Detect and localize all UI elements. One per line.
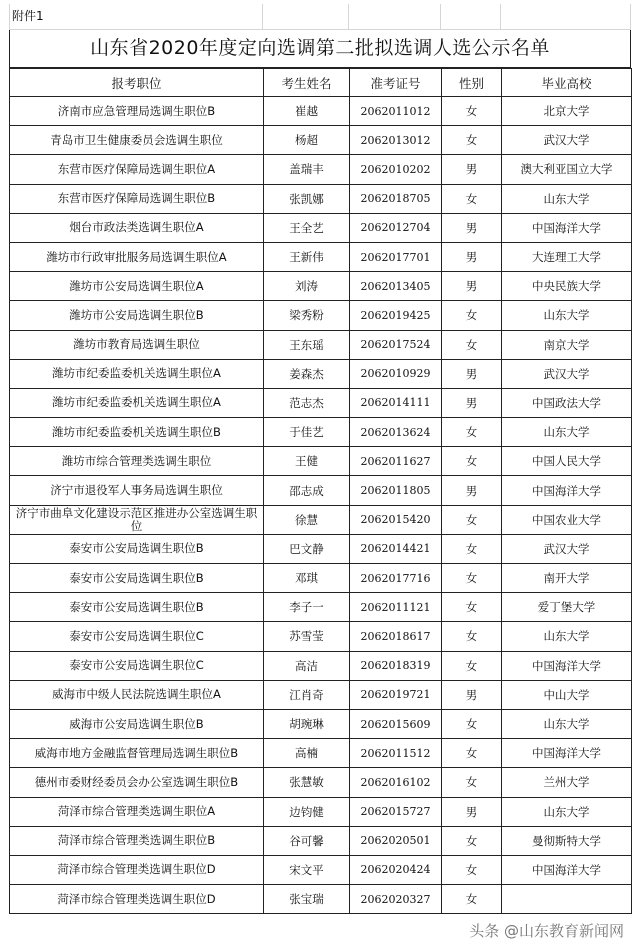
cell-gender[interactable]: 女 xyxy=(442,301,502,330)
cell-gender[interactable]: 男 xyxy=(442,680,502,709)
cell-university[interactable]: 山东大学 xyxy=(502,797,632,826)
table-row xyxy=(10,447,632,476)
cell-exam-id[interactable]: 2062018617 xyxy=(350,622,442,651)
cell-university[interactable]: 山东大学 xyxy=(502,622,632,651)
cell-university[interactable]: 武汉大学 xyxy=(502,534,632,563)
cell-position[interactable]: 潍坊市纪委监委机关选调生职位B xyxy=(10,418,264,447)
cell-gender[interactable]: 女 xyxy=(442,418,502,447)
cell-name[interactable]: 邓琪 xyxy=(264,564,350,593)
cell-name[interactable]: 谷可馨 xyxy=(264,826,350,855)
cell-exam-id[interactable]: 2062015727 xyxy=(350,797,442,826)
cell-gender[interactable]: 女 xyxy=(442,564,502,593)
cell-position[interactable]: 潍坊市行政审批服务局选调生职位A xyxy=(10,242,264,271)
table-row xyxy=(10,126,632,155)
cell-name[interactable]: 范志杰 xyxy=(264,388,350,417)
cell-exam-id[interactable]: 2062019721 xyxy=(350,680,442,709)
cell-gender[interactable]: 男 xyxy=(442,213,502,242)
cell-name[interactable]: 巴文静 xyxy=(264,534,350,563)
cell-exam-id[interactable]: 2062018319 xyxy=(350,651,442,680)
cell-university[interactable]: 中国海洋大学 xyxy=(502,855,632,884)
table-row xyxy=(10,97,632,126)
header-name: 考生姓名 xyxy=(264,69,350,97)
header-row xyxy=(10,69,632,97)
table-row xyxy=(10,651,632,680)
cell-university[interactable]: 中国农业大学 xyxy=(502,505,632,534)
cell-position[interactable]: 泰安市公安局选调生职位C xyxy=(10,651,264,680)
cell-name[interactable]: 胡琬琳 xyxy=(264,709,350,738)
cell-university[interactable]: 北京大学 xyxy=(502,97,632,126)
cell-exam-id[interactable]: 2062012704 xyxy=(350,213,442,242)
cell-name[interactable]: 刘涛 xyxy=(264,272,350,301)
table-row xyxy=(10,213,632,242)
cell-name[interactable]: 高楠 xyxy=(264,739,350,768)
cell-gender[interactable]: 女 xyxy=(442,709,502,738)
cell-name[interactable]: 崔越 xyxy=(264,97,350,126)
table-row xyxy=(10,301,632,330)
table-row xyxy=(10,768,632,797)
cell-name[interactable]: 梁秀粉 xyxy=(264,301,350,330)
cell-university[interactable]: 中国海洋大学 xyxy=(502,476,632,505)
cell-position[interactable]: 德州市委财经委员会办公室选调生职位B xyxy=(10,768,264,797)
cell-position[interactable]: 菏泽市综合管理类选调生职位B xyxy=(10,826,264,855)
cell-name[interactable]: 姜森杰 xyxy=(264,359,350,388)
cell-position[interactable]: 潍坊市公安局选调生职位B xyxy=(10,301,264,330)
table-row xyxy=(10,826,632,855)
cell-gender[interactable]: 女 xyxy=(442,651,502,680)
cell-gender[interactable]: 男 xyxy=(442,272,502,301)
cell-position[interactable]: 菏泽市综合管理类选调生职位D xyxy=(10,885,264,914)
cell-university[interactable]: 大连理工大学 xyxy=(502,242,632,271)
table-row xyxy=(10,680,632,709)
cell-exam-id[interactable]: 2062010202 xyxy=(350,155,442,184)
cell-university[interactable]: 中国海洋大学 xyxy=(502,739,632,768)
empty-cell[interactable] xyxy=(441,4,501,30)
cell-position[interactable]: 菏泽市综合管理类选调生职位D xyxy=(10,855,264,884)
header-gender: 性别 xyxy=(442,69,502,97)
cell-gender[interactable]: 女 xyxy=(442,97,502,126)
cell-exam-id[interactable]: 2062020424 xyxy=(350,855,442,884)
cell-position[interactable]: 潍坊市综合管理类选调生职位 xyxy=(10,447,264,476)
cell-exam-id[interactable]: 2062011805 xyxy=(350,476,442,505)
table-row xyxy=(10,242,632,271)
cell-name[interactable]: 边钧健 xyxy=(264,797,350,826)
cell-exam-id[interactable]: 2062014111 xyxy=(350,388,442,417)
cell-gender[interactable]: 男 xyxy=(442,797,502,826)
cell-position[interactable]: 泰安市公安局选调生职位B xyxy=(10,593,264,622)
cell-exam-id[interactable]: 2062010929 xyxy=(350,359,442,388)
cell-gender[interactable]: 男 xyxy=(442,476,502,505)
cell-position[interactable]: 威海市地方金融监督管理局选调生职位B xyxy=(10,739,264,768)
table-row xyxy=(10,418,632,447)
cell-name[interactable]: 王健 xyxy=(264,447,350,476)
cell-name[interactable]: 李子一 xyxy=(264,593,350,622)
cell-exam-id[interactable]: 2062019425 xyxy=(350,301,442,330)
cell-name[interactable]: 盖瑞丰 xyxy=(264,155,350,184)
table-row xyxy=(10,330,632,359)
cell-exam-id[interactable]: 2062020501 xyxy=(350,826,442,855)
empty-cell[interactable] xyxy=(349,4,441,30)
cell-name[interactable]: 张凯娜 xyxy=(264,184,350,213)
cell-position[interactable]: 青岛市卫生健康委员会选调生职位 xyxy=(10,126,264,155)
cell-exam-id[interactable]: 2062017716 xyxy=(350,564,442,593)
table-row xyxy=(10,709,632,738)
cell-gender[interactable]: 女 xyxy=(442,768,502,797)
cell-name[interactable]: 苏雪莹 xyxy=(264,622,350,651)
cell-university[interactable]: 中国海洋大学 xyxy=(502,213,632,242)
cell-gender[interactable]: 女 xyxy=(442,739,502,768)
cell-position[interactable]: 潍坊市纪委监委机关选调生职位A xyxy=(10,359,264,388)
cell-university[interactable]: 南京大学 xyxy=(502,330,632,359)
cell-exam-id[interactable]: 2062017524 xyxy=(350,330,442,359)
cell-position[interactable]: 潍坊市教育局选调生职位 xyxy=(10,330,264,359)
cell-gender[interactable]: 男 xyxy=(442,155,502,184)
cell-university[interactable]: 中国政法大学 xyxy=(502,388,632,417)
cell-name[interactable]: 王新伟 xyxy=(264,242,350,271)
cell-position[interactable]: 威海市中级人民法院选调生职位A xyxy=(10,680,264,709)
cell-name[interactable]: 高洁 xyxy=(264,651,350,680)
cell-name[interactable]: 徐慧 xyxy=(264,505,350,534)
cell-exam-id[interactable]: 2062017701 xyxy=(350,242,442,271)
cell-position[interactable]: 济南市应急管理局选调生职位B xyxy=(10,97,264,126)
header-university: 毕业高校 xyxy=(502,69,632,97)
cell-gender[interactable]: 女 xyxy=(442,885,502,914)
cell-exam-id[interactable]: 2062015609 xyxy=(350,709,442,738)
cell-exam-id[interactable]: 2062014421 xyxy=(350,534,442,563)
cell-gender[interactable]: 女 xyxy=(442,622,502,651)
cell-gender[interactable]: 女 xyxy=(442,855,502,884)
empty-cell[interactable] xyxy=(263,4,349,30)
cell-university[interactable]: 中山大学 xyxy=(502,680,632,709)
table-row xyxy=(10,885,632,914)
cell-exam-id[interactable]: 2062013405 xyxy=(350,272,442,301)
cell-gender[interactable]: 女 xyxy=(442,505,502,534)
cell-position[interactable]: 威海市公安局选调生职位B xyxy=(10,709,264,738)
table-row xyxy=(10,797,632,826)
cell-university[interactable]: 山东大学 xyxy=(502,709,632,738)
cell-position[interactable]: 潍坊市纪委监委机关选调生职位A xyxy=(10,388,264,417)
cell-gender[interactable]: 女 xyxy=(442,593,502,622)
cell-exam-id[interactable]: 2062020327 xyxy=(350,885,442,914)
attachment-row xyxy=(9,4,631,29)
table-row xyxy=(10,155,632,184)
cell-name[interactable]: 江肖奇 xyxy=(264,680,350,709)
table-row xyxy=(10,359,632,388)
cell-name[interactable]: 张慧敏 xyxy=(264,768,350,797)
table-row xyxy=(10,476,632,505)
cell-gender[interactable]: 男 xyxy=(442,359,502,388)
cell-gender[interactable]: 女 xyxy=(442,447,502,476)
candidate-table xyxy=(9,68,632,914)
cell-exam-id[interactable]: 2062015420 xyxy=(350,505,442,534)
table-row xyxy=(10,388,632,417)
cell-name[interactable]: 于佳艺 xyxy=(264,418,350,447)
header-exam-id: 准考证号 xyxy=(350,69,442,97)
cell-exam-id[interactable]: 2062011012 xyxy=(350,97,442,126)
cell-university[interactable]: 山东大学 xyxy=(502,184,632,213)
cell-university[interactable] xyxy=(502,885,632,914)
table-row xyxy=(10,184,632,213)
page-title: 山东省2020年度定向选调第二批拟选调人选公示名单 xyxy=(9,29,631,68)
cell-name[interactable]: 宋文平 xyxy=(264,855,350,884)
cell-position[interactable]: 济宁市曲阜文化建设示范区推进办公室选调生职位 xyxy=(10,505,264,534)
table-row xyxy=(10,505,632,534)
cell-university[interactable]: 兰州大学 xyxy=(502,768,632,797)
table-row xyxy=(10,622,632,651)
cell-name[interactable]: 杨超 xyxy=(264,126,350,155)
cell-university[interactable]: 中央民族大学 xyxy=(502,272,632,301)
cell-gender[interactable]: 男 xyxy=(442,388,502,417)
watermark: 头条 @山东教育新闻网 xyxy=(469,922,624,940)
table-row xyxy=(10,855,632,884)
empty-cell[interactable] xyxy=(501,4,631,30)
cell-position[interactable]: 菏泽市综合管理类选调生职位A xyxy=(10,797,264,826)
cell-university[interactable]: 武汉大学 xyxy=(502,126,632,155)
cell-university[interactable]: 澳大利亚国立大学 xyxy=(502,155,632,184)
cell-gender[interactable]: 女 xyxy=(442,330,502,359)
cell-university[interactable]: 山东大学 xyxy=(502,301,632,330)
cell-gender[interactable]: 男 xyxy=(442,242,502,271)
cell-gender[interactable]: 女 xyxy=(442,534,502,563)
cell-university[interactable]: 爱丁堡大学 xyxy=(502,593,632,622)
cell-exam-id[interactable]: 2062011121 xyxy=(350,593,442,622)
table-row xyxy=(10,564,632,593)
cell-gender[interactable]: 女 xyxy=(442,184,502,213)
header-position: 报考职位 xyxy=(10,69,264,97)
cell-gender[interactable]: 女 xyxy=(442,126,502,155)
spreadsheet xyxy=(9,4,631,914)
cell-exam-id[interactable]: 2062011627 xyxy=(350,447,442,476)
cell-exam-id[interactable]: 2062013012 xyxy=(350,126,442,155)
cell-position[interactable]: 烟台市政法类选调生职位A xyxy=(10,213,264,242)
cell-position[interactable]: 东营市医疗保障局选调生职位B xyxy=(10,184,264,213)
table-row xyxy=(10,272,632,301)
cell-gender[interactable]: 女 xyxy=(442,826,502,855)
cell-exam-id[interactable]: 2062016102 xyxy=(350,768,442,797)
cell-university[interactable]: 山东大学 xyxy=(502,418,632,447)
cell-university[interactable]: 曼彻斯特大学 xyxy=(502,826,632,855)
cell-university[interactable]: 中国人民大学 xyxy=(502,447,632,476)
cell-university[interactable]: 南开大学 xyxy=(502,564,632,593)
attachment-label[interactable]: 附件1 xyxy=(9,4,263,30)
cell-name[interactable]: 邵志成 xyxy=(264,476,350,505)
table-row xyxy=(10,593,632,622)
cell-exam-id[interactable]: 2062013624 xyxy=(350,418,442,447)
cell-name[interactable]: 王全艺 xyxy=(264,213,350,242)
cell-exam-id[interactable]: 2062018705 xyxy=(350,184,442,213)
cell-university[interactable]: 中国海洋大学 xyxy=(502,651,632,680)
cell-position[interactable]: 泰安市公安局选调生职位B xyxy=(10,534,264,563)
cell-position[interactable]: 济宁市退役军人事务局选调生职位 xyxy=(10,476,264,505)
table-body xyxy=(10,97,632,914)
table-row xyxy=(10,739,632,768)
cell-position[interactable]: 泰安市公安局选调生职位C xyxy=(10,622,264,651)
cell-exam-id[interactable]: 2062011512 xyxy=(350,739,442,768)
cell-university[interactable]: 武汉大学 xyxy=(502,359,632,388)
cell-name[interactable]: 王东瑶 xyxy=(264,330,350,359)
cell-name[interactable]: 张宝瑞 xyxy=(264,885,350,914)
cell-position[interactable]: 泰安市公安局选调生职位B xyxy=(10,564,264,593)
cell-position[interactable]: 潍坊市公安局选调生职位A xyxy=(10,272,264,301)
table-row xyxy=(10,534,632,563)
cell-position[interactable]: 东营市医疗保障局选调生职位A xyxy=(10,155,264,184)
